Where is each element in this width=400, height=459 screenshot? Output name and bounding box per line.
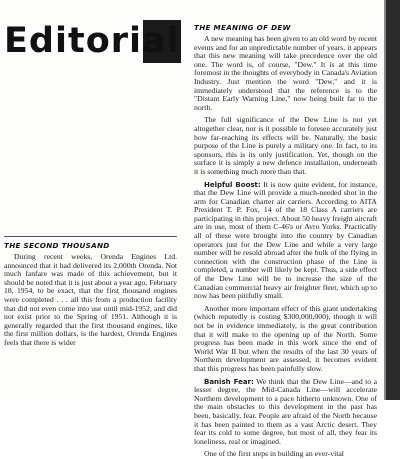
page-edge-line bbox=[384, 0, 386, 400]
dew-paragraph bbox=[194, 450, 377, 459]
paragraph-lead-in: Helpful Boost: bbox=[204, 180, 261, 189]
right-column bbox=[194, 23, 378, 459]
dew-paragraph bbox=[194, 35, 377, 112]
paragraph-text: The full significance of the Dew Line is not yet altogether clear, nor is it possible to foresee accurately just how far-reaching its effects will be. Naturally, the basic purpose of the Line is purely a military one. In fact, to its sponsors, this is its only justification. Yet, though on the surface it is simply a new defence installation, underneath it is something much more than that. bbox=[194, 115, 377, 176]
meaning-of-dew-body bbox=[194, 35, 377, 459]
dew-paragraph bbox=[194, 116, 377, 176]
page-edge-strip bbox=[384, 0, 400, 400]
paragraph-text: We think that the Dew Line—and to a lesser degree, the Mid-Canada Line—will accelerate Northern development to a pace hitherto unknown. One of the main obstacles to this development in the past has been, basically, fear. People are afraid of the North because it has been painted to them as a vast Arctic desert. They fear its cold to some degree, but most of all, they fear its loneliness, real or imagined. bbox=[194, 376, 378, 446]
second-thousand-paragraph: During recent weeks, Orenda Engines Ltd. announced that it had delivered its 2,000th Orenda. Not much fanfare was made of this achievement, but it should be noted that it is just about a year ago, February 18, 1954, to be exact, that the first thousand engines were completed . . . all this from a production facility that did not even come into use until mid-1952, and did not exist prior to the Spring of 1951. Although it is generally regarded that the first thousand engines, like the first million dollars, is the hardest, Orenda Engines feels that there is wider bbox=[4, 252, 177, 347]
left-column bbox=[4, 241, 177, 400]
left-column-rule bbox=[4, 236, 177, 237]
page-title: Editorial bbox=[4, 21, 180, 61]
paragraph-text: One of the first steps in building an ever-vital bbox=[204, 449, 344, 459]
paragraph-text: A new meaning has been given to an old word by recent events and for an unpredictable number of years, it appears that this new meaning will take precedence over the old one. The word is, of course, "Dew." It is at this time foremost in the thoughts of everybody in Canada's Aviation Industry. Just mention the word "Dew," and it is immediately understood that the reference is to the "Distant Early Warning Line," now being built far to the north. bbox=[194, 34, 377, 112]
dew-paragraph bbox=[194, 378, 377, 447]
dew-paragraph bbox=[194, 305, 377, 374]
editorial-header bbox=[0, 0, 180, 66]
paragraph-text: Another more important effect of this giant undertaking (which reputedly is costing $300,000,000), though it will not be in evidence immediately, is the great contribution that it will make to the opening up of the North. Some progress has been made in this work since the end of World War II but when the results of the last 30 years of Northern development are assessed, it becomes evident that this progress has been painfully slow. bbox=[194, 303, 377, 373]
second-thousand-heading: THE SECOND THOUSAND bbox=[4, 241, 110, 250]
meaning-of-dew-heading: THE MEANING OF DEW bbox=[194, 23, 291, 32]
paragraph-lead-in: Banish Fear: bbox=[204, 377, 254, 386]
dew-paragraph bbox=[194, 181, 377, 301]
paragraph-text: It is now quite evident, for instance, that the Dew Line will provide a much-needed shot in the arm for Canadian charter air carriers. According to AITA President T. P. Fox, 14 of the 18 Class A carriers are participating in this project. About 50 heavy freight aircraft are in use, most of them C-46's or Avro Yorks. Practically all of these were brought into the country by Canadian operators just for the Dew Line and while a very large number will be resold abroad after the bulk of the flying in connection with the construction phase of the Line is completed, a number will likely be kept. Thus, a side effect of the Dew Line will be to increase the size of the Canadian commercial heavy air freighter fleet, which up to now has been pitifully small. bbox=[194, 179, 377, 301]
